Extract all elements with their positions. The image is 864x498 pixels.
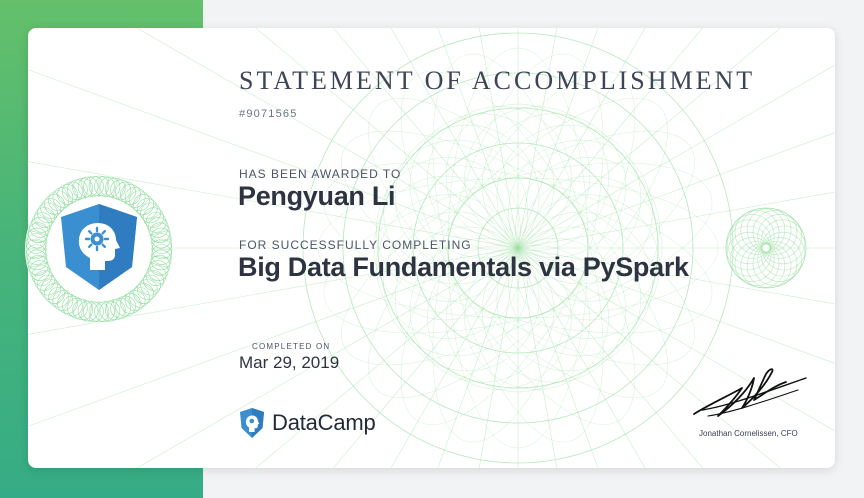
signer-name: Jonathan Cornelissen, CFO bbox=[699, 429, 798, 438]
recipient-name: Pengyuan Li bbox=[238, 181, 396, 211]
awarded-label: HAS BEEN AWARDED TO bbox=[239, 167, 402, 181]
certificate-id: #9071565 bbox=[239, 108, 298, 120]
completing-label: FOR SUCCESSFULLY COMPLETING bbox=[239, 238, 472, 252]
award-seal bbox=[22, 172, 176, 326]
certificate-title: STATEMENT OF ACCOMPLISHMENT bbox=[239, 66, 756, 95]
datacamp-shield-icon bbox=[239, 407, 265, 439]
datacamp-logo bbox=[239, 407, 376, 439]
completion-date: Mar 29, 2019 bbox=[239, 353, 340, 372]
signature-image bbox=[688, 362, 812, 426]
course-name: Big Data Fundamentals via PySpark bbox=[238, 252, 689, 282]
completed-label: COMPLETED ON bbox=[252, 342, 331, 351]
datacamp-wordmark: DataCamp bbox=[272, 410, 376, 435]
